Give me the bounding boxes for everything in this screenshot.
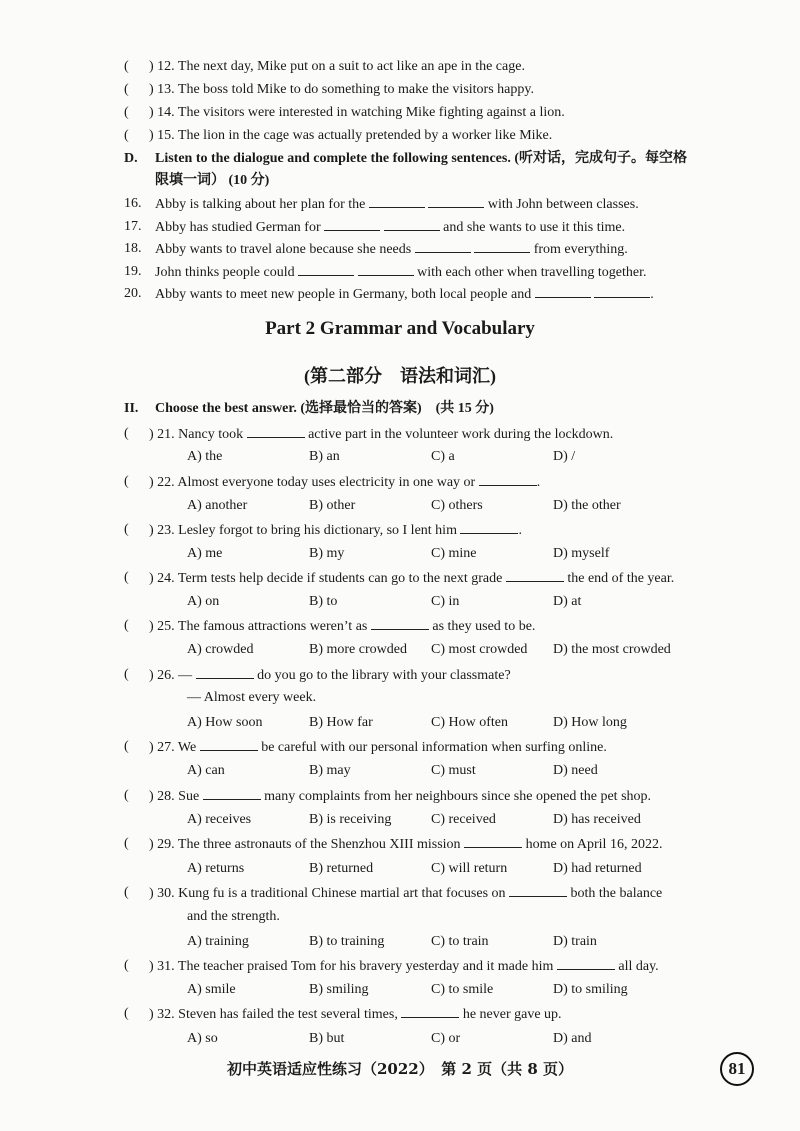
option-b[interactable]: B) but	[309, 1031, 345, 1046]
section-d-instruction-2: 限填一词） (10 分)	[155, 173, 270, 188]
section-d-heading	[124, 150, 687, 168]
option-d[interactable]: D) need	[553, 763, 598, 778]
section-instruction: Choose the best answer. (选择最恰当的答案) (共 15 分)	[155, 401, 494, 416]
option-a[interactable]: A) smile	[187, 982, 236, 997]
answer-blank[interactable]	[474, 240, 530, 253]
section-label: D.	[124, 151, 138, 166]
option-c[interactable]: C) received	[431, 812, 496, 827]
answer-blank[interactable]	[384, 218, 440, 231]
item-number: 19.	[124, 264, 142, 279]
sentence-text: Abby has studied German for and she wants to use it this time.	[155, 220, 626, 235]
answer-blank	[371, 617, 429, 630]
sentence-text: Abby wants to travel alone because she needs from everything.	[155, 242, 628, 257]
question-text: ) 22. Almost everyone today uses electricity in one way or .	[149, 475, 541, 490]
option-c[interactable]: C) How often	[431, 715, 508, 730]
item-number: 17.	[124, 219, 142, 234]
option-d[interactable]: D) the most crowded	[553, 642, 671, 657]
option-b[interactable]: B) more crowded	[309, 642, 407, 657]
part-title-cn: (第二部分 语法和词汇)	[304, 366, 496, 386]
option-d[interactable]: D) has received	[553, 812, 641, 827]
option-b[interactable]: B) an	[309, 449, 340, 464]
answer-paren[interactable]: (	[124, 958, 129, 973]
option-d[interactable]: D) had returned	[553, 861, 642, 876]
answer-paren[interactable]: (	[124, 836, 129, 851]
option-d[interactable]: D) myself	[553, 546, 610, 561]
question-text: ) 32. Steven has failed the test several times, he never gave up.	[149, 1007, 562, 1022]
option-a[interactable]: A) on	[187, 594, 220, 609]
answer-blank	[196, 666, 254, 679]
sentence-text: Abby is talking about her plan for the with John between classes.	[155, 197, 639, 212]
option-b[interactable]: B) may	[309, 763, 351, 778]
answer-blank	[509, 884, 567, 897]
option-c[interactable]: C) mine	[431, 546, 477, 561]
answer-paren[interactable]: (	[124, 426, 129, 441]
question-extra-line: and the strength.	[187, 909, 280, 924]
part-title: Part 2 Grammar and Vocabulary	[265, 318, 535, 339]
page-footer: 初中英语适应性练习（2022） 第 2 页（共 8 页）	[226, 1060, 573, 1078]
answer-blank	[460, 521, 518, 534]
option-b[interactable]: B) is receiving	[309, 812, 392, 827]
option-c[interactable]: C) will return	[431, 861, 508, 876]
option-a[interactable]: A) crowded	[187, 642, 254, 657]
question-text: ) 21. Nancy took active part in the volunteer work during the lockdown.	[149, 427, 614, 442]
answer-paren[interactable]: (	[124, 522, 129, 537]
answer-blank	[464, 835, 522, 848]
option-c[interactable]: C) a	[431, 449, 455, 464]
question-text: ) 24. Term tests help decide if students can go to the next grade the end of the year.	[149, 571, 675, 586]
option-c[interactable]: C) must	[431, 763, 476, 778]
option-c[interactable]: C) in	[431, 594, 460, 609]
section-label: II.	[124, 401, 139, 416]
answer-paren: (	[124, 128, 129, 143]
answer-blank[interactable]	[298, 263, 354, 276]
question-text: ) 26. — do you go to the library with your classmate?	[149, 668, 511, 683]
answer-paren[interactable]: (	[124, 739, 129, 754]
answer-blank[interactable]	[324, 218, 380, 231]
option-a[interactable]: A) can	[187, 763, 225, 778]
answer-blank	[557, 957, 615, 970]
answer-blank	[247, 425, 305, 438]
item-number: 16.	[124, 196, 142, 211]
option-a[interactable]: A) training	[187, 934, 249, 949]
answer-paren: (	[124, 82, 129, 97]
option-a[interactable]: A) returns	[187, 861, 245, 876]
section-instruction: Listen to the dialogue and complete the following sentences. (听对话，完成句子。每空格	[155, 151, 687, 166]
tf-text: ) 15. The lion in the cage was actually pretended by a worker like Mike.	[149, 128, 553, 143]
option-b[interactable]: B) other	[309, 498, 356, 513]
answer-blank[interactable]	[428, 195, 484, 208]
answer-blank	[200, 738, 258, 751]
item-number: 18.	[124, 241, 142, 256]
option-d[interactable]: D) the other	[553, 498, 621, 513]
option-d[interactable]: D) and	[553, 1031, 592, 1046]
option-c[interactable]: C) others	[431, 498, 483, 513]
option-d[interactable]: D) /	[553, 449, 576, 464]
page-number-badge: 81	[720, 1052, 754, 1086]
answer-blank	[203, 787, 261, 800]
option-d[interactable]: D) How long	[553, 715, 627, 730]
option-b[interactable]: B) smiling	[309, 982, 369, 997]
option-c[interactable]: C) or	[431, 1031, 461, 1046]
answer-blank[interactable]	[415, 240, 471, 253]
answer-paren[interactable]: (	[124, 570, 129, 585]
option-a[interactable]: A) How soon	[187, 715, 263, 730]
option-b[interactable]: B) to	[309, 594, 338, 609]
tf-text: ) 14. The visitors were interested in watching Mike fighting against a lion.	[149, 105, 565, 120]
question-text: ) 25. The famous attractions weren’t as as they used to be.	[149, 619, 536, 634]
tf-text: ) 13. The boss told Mike to do something to make the visitors happy.	[149, 82, 534, 97]
option-a[interactable]: A) me	[187, 546, 223, 561]
option-a[interactable]: A) receives	[187, 812, 252, 827]
answer-blank	[479, 473, 537, 486]
answer-blank[interactable]	[358, 263, 414, 276]
option-b[interactable]: B) returned	[309, 861, 374, 876]
answer-paren[interactable]: (	[124, 788, 129, 803]
answer-blank[interactable]	[594, 285, 650, 298]
answer-paren[interactable]: (	[124, 1006, 129, 1021]
answer-paren: (	[124, 105, 129, 120]
sentence-text: Abby wants to meet new people in Germany, both local people and .	[155, 287, 654, 302]
item-number: 20.	[124, 286, 142, 301]
question-text: ) 29. The three astronauts of the Shenzhou XIII mission home on April 16, 2022.	[149, 837, 663, 852]
answer-paren[interactable]: (	[124, 474, 129, 489]
option-a[interactable]: A) another	[187, 498, 248, 513]
option-c[interactable]: C) to smile	[431, 982, 494, 997]
option-b[interactable]: B) to training	[309, 934, 385, 949]
answer-blank	[506, 569, 564, 582]
answer-paren[interactable]: (	[124, 618, 129, 633]
option-b[interactable]: B) How far	[309, 715, 373, 730]
answer-paren[interactable]: (	[124, 667, 129, 682]
question-text: ) 27. We be careful with our personal information when surfing online.	[149, 740, 607, 755]
question-text: ) 31. The teacher praised Tom for his bravery yesterday and it made him all day.	[149, 959, 659, 974]
option-c[interactable]: C) to train	[431, 934, 489, 949]
answer-paren: (	[124, 59, 129, 74]
question-text: ) 23. Lesley forgot to bring his dictionary, so I lent him .	[149, 523, 522, 538]
option-a[interactable]: A) so	[187, 1031, 218, 1046]
option-d[interactable]: D) to smiling	[553, 982, 628, 997]
section-ii-heading	[124, 400, 494, 418]
question-text: ) 30. Kung fu is a traditional Chinese martial art that focuses on both the balance	[149, 886, 663, 901]
sentence-text: John thinks people could with each other when travelling together.	[155, 265, 647, 280]
option-a[interactable]: A) the	[187, 449, 223, 464]
option-d[interactable]: D) train	[553, 934, 597, 949]
answer-blank[interactable]	[369, 195, 425, 208]
question-text: ) 28. Sue many complaints from her neighbours since she opened the pet shop.	[149, 789, 652, 804]
question-extra-line: — Almost every week.	[187, 690, 317, 705]
option-c[interactable]: C) most crowded	[431, 642, 528, 657]
answer-blank[interactable]	[535, 285, 591, 298]
option-d[interactable]: D) at	[553, 594, 582, 609]
tf-text: ) 12. The next day, Mike put on a suit to act like an ape in the cage.	[149, 59, 525, 74]
answer-paren[interactable]: (	[124, 885, 129, 900]
answer-blank	[401, 1005, 459, 1018]
option-b[interactable]: B) my	[309, 546, 345, 561]
